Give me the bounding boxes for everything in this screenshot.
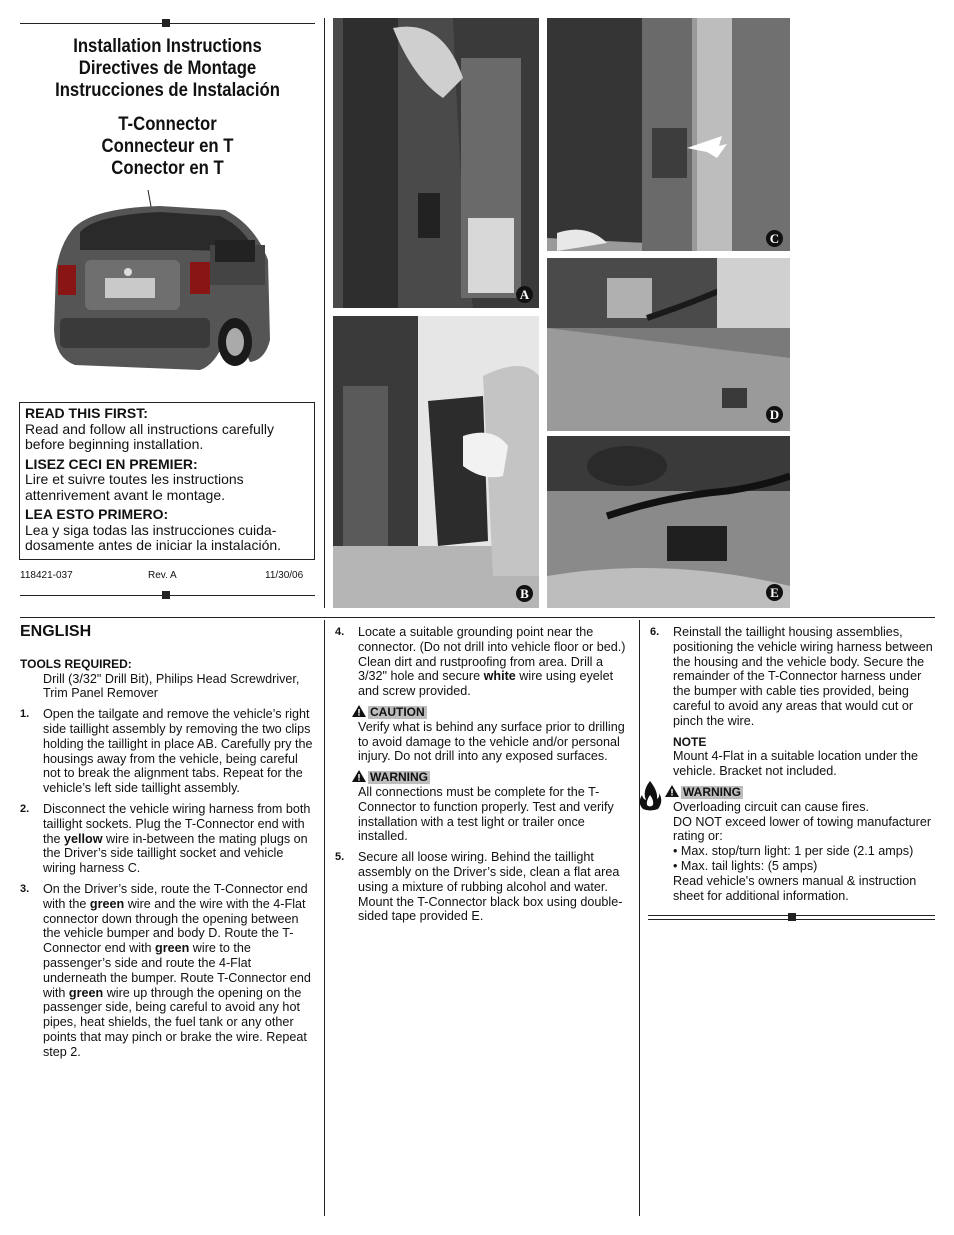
column-divider-2 (639, 620, 640, 1216)
step-3-text-c: wire to the passenger’s side and route the 4-Flat underneath the bumper. Route T-Connector end with (43, 941, 311, 1000)
step-3-text-d: wire up through the opening on the passenger side, being careful to avoid any hot pipes, heat shields, the fuel tank or any other points that may pinch or brake the wire. Repeat step 2. (43, 985, 307, 1059)
warning-1-badge: WARNING (370, 770, 428, 785)
step-2-text-b: wire in-between the mating plugs on the Driver’s side taillight socket and vehicle wiring harness C. (43, 831, 308, 876)
column-divider-1 (324, 620, 325, 1216)
step-3-bold-2: green (155, 941, 190, 956)
warning-2-badge: WARNING (683, 784, 741, 799)
product-line-3: Conector en T (111, 158, 224, 179)
read-first-fr-text: Lire et suivre toutes les instructions attenrivement avant le montage. (25, 471, 244, 503)
warning-1-text: All connections must be complete for the T-Connector to function properly. Test and verify installation with a test light or trailer once installed. (358, 784, 614, 844)
photo-c (547, 18, 790, 251)
photo-d (547, 258, 790, 431)
english-heading: ENGLISH (20, 623, 92, 640)
vehicle-illustration (50, 190, 272, 385)
revision-date: 11/30/06 (265, 570, 304, 581)
step-1-text: Open the tailgate and remove the vehicle’s right side taillight assembly by removing the two clips holding the taillight in place AB. Carefully pry the housings away from the vehicle, being careful not to break the alignment tabs. Repeat for the vehicle’s left side taillight assembly. (43, 707, 313, 796)
warning-2-line: Overloading circuit can cause fires. (673, 799, 869, 814)
part-number: 118421-037 (20, 570, 73, 581)
step-5-number: 5. (335, 851, 345, 864)
warning-2-block (650, 785, 935, 903)
read-first-es-text: Lea y siga todas las instrucciones cuida-dosamente antes de iniciar la instalación. (25, 521, 282, 553)
warning-triangle-icon (352, 770, 366, 782)
end-rule-marker (788, 913, 796, 921)
step-5-text: Secure all loose wiring. Behind the taillight assembly on the Driver’s side, clean a flat area using a mixture of rubbing alcohol and water. Mount the T-Connector black box using double-sided tape provided E. (358, 850, 623, 924)
note-text: Mount 4-Flat in a suitable location under the vehicle. Bracket not included. (673, 749, 919, 779)
title-line-3: Instrucciones de Instalación (55, 80, 280, 101)
product-line-2: Connecteur en T (101, 136, 234, 157)
photo-e (547, 436, 790, 608)
photo-b (333, 316, 539, 608)
photo-d-label: D (766, 406, 783, 423)
column-1 (20, 625, 315, 1066)
step-2-text-a: Disconnect the vehicle wiring harness from both taillight sockets. Plug the T-Connector end with the (43, 801, 311, 846)
photo-c-label: C (766, 230, 783, 247)
note-label: NOTE (673, 734, 707, 749)
read-first-box (19, 402, 315, 560)
warning-2-row (650, 785, 935, 800)
warning-1-row (352, 770, 630, 785)
column-2 (335, 625, 630, 930)
read-first-en-heading: READ THIS FIRST: (25, 405, 148, 421)
step-4-bold: white (483, 669, 516, 684)
warning-2-line: • Max. tail lights: (5 amps) (673, 858, 818, 873)
photo-a-label: A (516, 286, 533, 303)
photo-e-label: E (766, 584, 783, 601)
warning-2-line: Read vehicle's owners manual & instruction sheet for additional information. (673, 873, 917, 903)
top-left-rule-marker (162, 19, 170, 27)
step-2-number: 2. (20, 802, 30, 815)
caution-text: Verify what is behind any surface prior to drilling to avoid damage to the vehicle and/or personal injury. Do not drill into any exposed surfaces. (358, 719, 625, 764)
step-4 (335, 625, 630, 699)
title-line-1: Installation Instructions (73, 36, 262, 57)
photo-b-label: B (516, 585, 533, 602)
step-6-text: Reinstall the taillight housing assemblies, positioning the vehicle wiring harness between the housing and the vehicle body. Secure the remainder of the T-Connector harness under the bumper with cable ties provided, being careful to avoid any areas that would cut or pinch the wire. (673, 625, 933, 728)
photo-a (333, 18, 539, 308)
caution-badge: CAUTION (370, 704, 425, 719)
step-4-text-a: Locate a suitable grounding point near the connector. (Do not drill into vehicle floor or bed.) Clean dirt and rustproofing from area. Drill a 3/32" hole and secure (358, 625, 626, 684)
warning-2-line: • Max. stop/turn light: 1 per side (2.1 amps) (673, 844, 914, 859)
mid-left-rule-marker (162, 591, 170, 599)
warning-triangle-icon (665, 785, 679, 797)
warning-2-text (650, 800, 935, 904)
product-line-1: T-Connector (118, 114, 217, 135)
step-4-number: 4. (335, 626, 345, 638)
step-3-text-b: wire and the wire with the 4-Flat connector down through the opening between the vehicle bumper and body D. Route the T-Connector end with (43, 896, 306, 956)
column-3 (650, 625, 935, 903)
step-3 (20, 882, 315, 1060)
step-6-number: 6. (650, 626, 660, 638)
step-4-text-b: wire using eyelet and screw provided. (358, 669, 614, 699)
read-first-fr-heading: LISEZ CECI EN PREMIER: (25, 455, 198, 472)
step-3-bold-3: green (68, 985, 104, 1000)
warning-2-line: DO NOT exceed lower of towing manufacturer rating or: (673, 814, 932, 844)
warning-triangle-icon (352, 705, 366, 717)
tools-heading: TOOLS REQUIRED: (20, 656, 132, 671)
step-5 (335, 850, 630, 924)
fire-icon (638, 781, 662, 811)
step-6 (650, 625, 935, 729)
title-block (38, 36, 298, 180)
step-2 (20, 802, 315, 876)
step-1 (20, 707, 315, 796)
note-block (650, 735, 935, 779)
read-first-en-text: Read and follow all instructions carefully before beginning installation. (25, 420, 275, 452)
upper-vertical-divider (324, 18, 325, 608)
step-1-number: 1. (20, 708, 30, 721)
section-divider (20, 617, 935, 618)
read-first-es-heading: LEA ESTO PRIMERO: (25, 506, 169, 522)
title-line-2: Directives de Montage (78, 58, 257, 79)
caution-row (352, 705, 630, 720)
tools-text: Drill (3/32" Drill Bit), Philips Head Screwdriver, Trim Panel Remover (43, 671, 300, 701)
step-3-number: 3. (20, 882, 30, 895)
revision: Rev. A (148, 570, 177, 581)
step-2-bold: yellow (64, 831, 103, 846)
step-3-bold-1: green (89, 896, 125, 911)
step-3-text-a: On the Driver’s side, route the T-Connector end with the (43, 881, 308, 911)
